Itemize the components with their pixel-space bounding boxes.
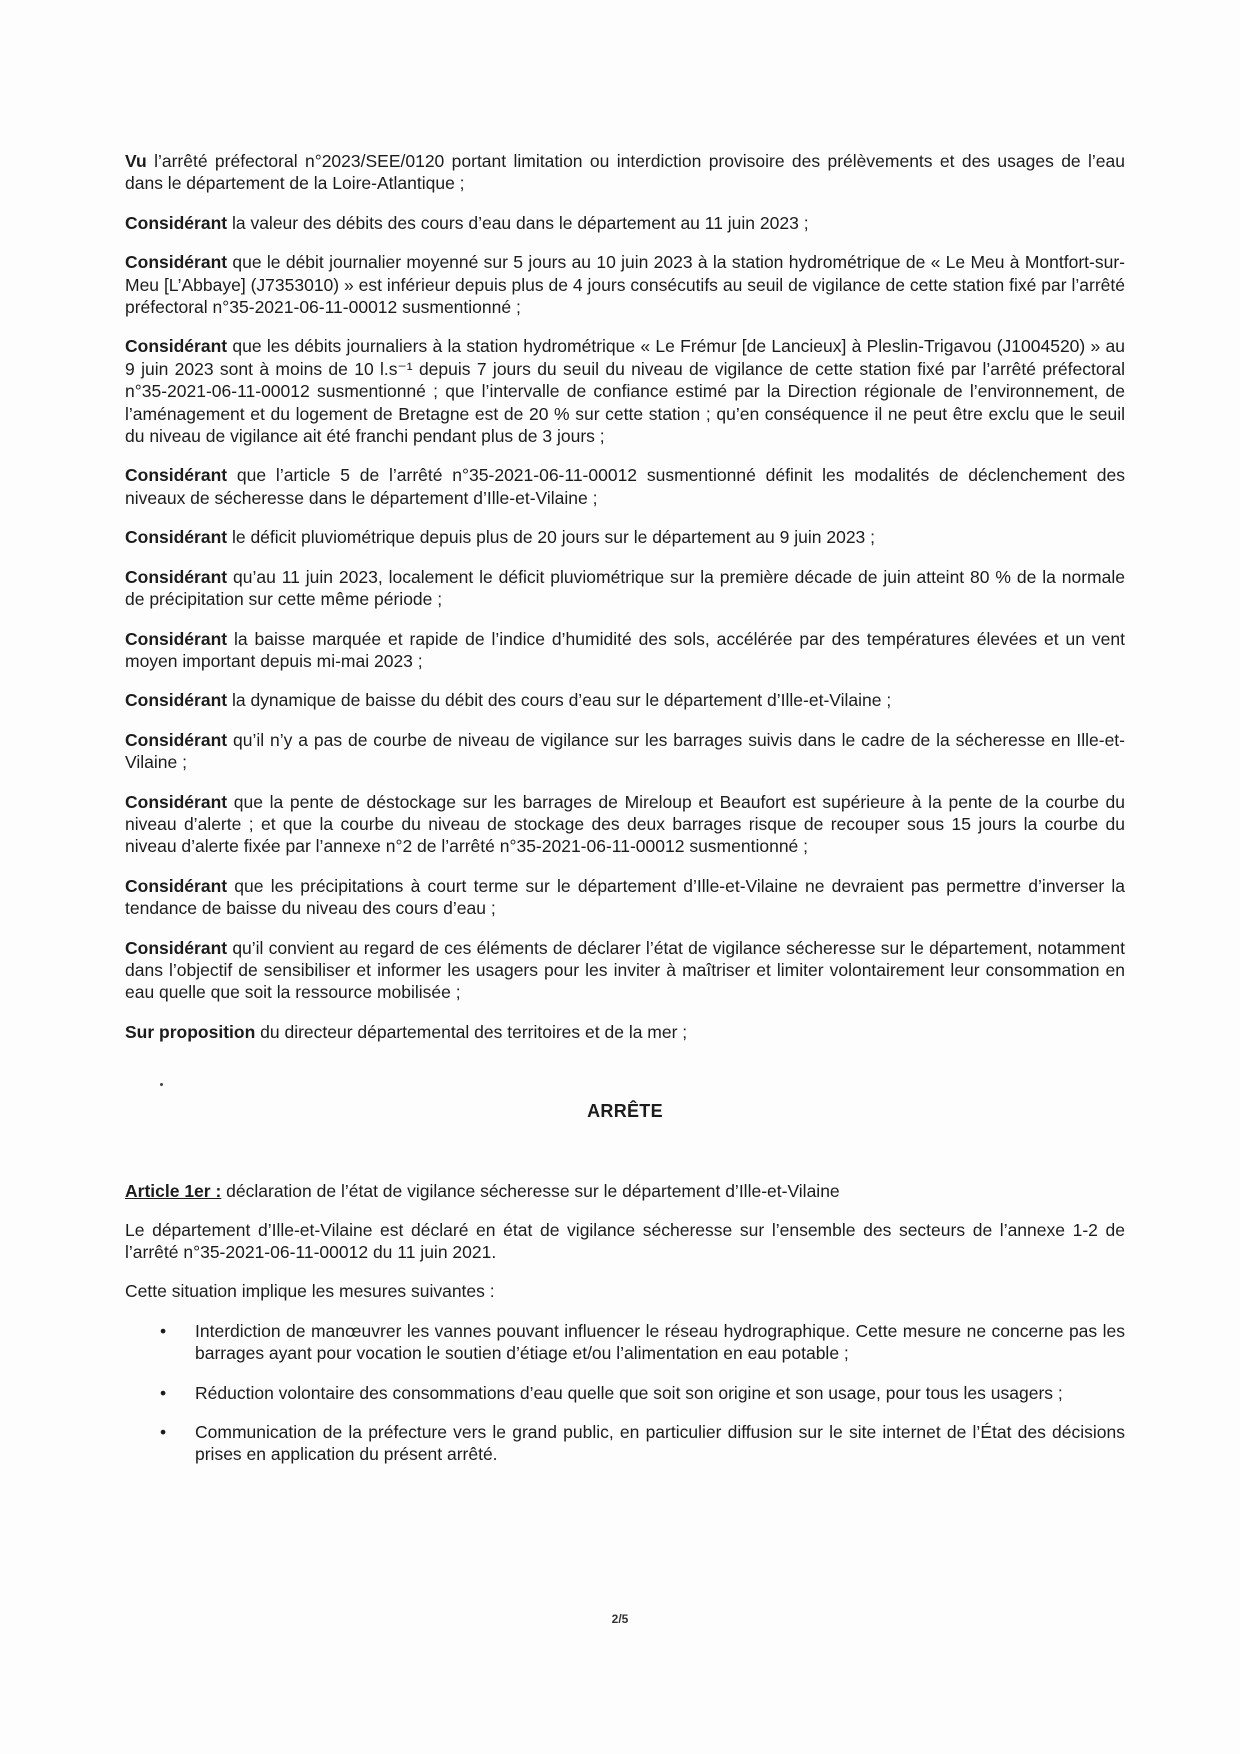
recital-paragraph [125,212,1125,234]
article-title [125,1180,1125,1202]
recital-paragraph [125,335,1125,447]
measures-intro: Cette situation implique les mesures suivantes : [125,1281,495,1302]
recital-lead: Considérant [125,937,228,958]
measure-text: Interdiction de manœuvrer les vannes pouvant influencer le réseau hydrographique. Cette mesure ne concerne pas les barrages ayant pour vocation le soutien d’étiage et/ou l’alimentation en eau potable ; [195,1320,1125,1364]
recital-text: l’arrêté préfectoral n°2023/SEE/0120 portant limitation ou interdiction provisoire des prélèvements et des usages de l’eau dans le département de la Loire-Atlantique ; [125,151,1125,194]
recital-lead: Considérant [125,336,228,357]
recital-paragraph [125,791,1125,858]
list-item [125,1382,1125,1404]
recital-text: que les débits journaliers à la station hydrométrique « Le Frémur [de Lancieux] à Pleslin-Trigavou (J1004520) » au 9 juin 2023 sont à moins de 10 l.s⁻¹ depuis 7 jours du seuil du niveau de vigilance de cette station fixé par l’arrêté préfectoral n°35-2021-06-11-00012 susmentionné ; que l’intervalle de confiance estimé par la Direction régionale de l’environnement, de l’aménagement et du logement de Bretagne est de 20 % sur cette station ; qu’en conséquence il ne peut être exclu que le seuil du niveau de vigilance ait été franchi pendant plus de 3 jours ; [125,336,1125,447]
recital-lead: Considérant [125,729,228,750]
recital-text: le déficit pluviométrique depuis plus de 20 jours sur le département au 9 juin 2023 ; [227,527,876,548]
document-body [125,150,1125,1483]
recital-paragraph [125,729,1125,774]
measure-text: Réduction volontaire des consommations d’eau quelle que soit son origine et son usage, pour tous les usagers ; [195,1382,1063,1403]
recital-text: qu’il n’y a pas de courbe de niveau de vigilance sur les barrages suivis dans le cadre de la sécheresse en Ille-et-Vilaine ; [125,729,1125,773]
bullet-icon: • [160,1320,167,1341]
recital-paragraph [125,1021,1125,1043]
recital-paragraph [125,937,1125,1004]
recital-lead: Considérant [125,791,228,812]
recital-text: la baisse marquée et rapide de l’indice d’humidité des sols, accélérée par des températures élevées et un vent moyen important depuis mi-mai 2023 ; [125,628,1125,671]
recital-paragraph [125,150,1125,195]
recital-lead: Vu [125,151,147,171]
scan-speck [160,1083,163,1086]
article-body: Le département d’Ille-et-Vilaine est déclaré en état de vigilance sécheresse sur l’ensemble des secteurs de l’annexe 1-2 de l’arrêté n°35-2021-06-11-00012 du 11 juin 2021. [125,1219,1125,1262]
measure-text: Communication de la préfecture vers le grand public, en particulier diffusion sur le site internet de l’État des décisions prises en application du présent arrêté. [195,1422,1125,1465]
recital-text: qu’au 11 juin 2023, localement le déficit pluviométrique sur la première décade de juin atteint 80 % de la normale de précipitation sur cette même période ; [125,566,1125,610]
article-title-text: déclaration de l’état de vigilance sécheresse sur le département d’Ille-et-Vilaine [221,1181,840,1202]
recital-lead: Considérant [125,465,228,486]
recital-paragraph [125,628,1125,673]
recital-paragraph [125,566,1125,611]
recital-lead: Considérant [125,875,228,896]
recital-text: qu’il convient au regard de ces éléments de déclarer l’état de vigilance sécheresse sur le département, notamment dans l’objectif de sensibiliser et informer les usagers pour les inviter à maîtriser et limiter volontairement leur consommation en eau quelle que soit la ressource mobilisée ; [125,937,1125,1003]
recital-text: du directeur départemental des territoires et de la mer ; [255,1021,688,1042]
measures-list [125,1320,1125,1466]
recital-text: que l’article 5 de l’arrêté n°35-2021-06-11-00012 susmentionné définit les modalités de déclenchement des niveaux de sécheresse dans le département d’Ille-et-Vilaine ; [125,465,1125,508]
recital-lead: Considérant [125,566,228,587]
recital-lead: Considérant [125,252,228,273]
list-item [125,1320,1125,1365]
recital-paragraph [125,875,1125,920]
list-item [125,1421,1125,1466]
recital-text: que la pente de déstockage sur les barrages de Mireloup et Beaufort est supérieure à la pente de la courbe du niveau d’alerte ; et que la courbe du niveau de stockage des deux barrages risque de recouper sous 15 jours la courbe du niveau d’alerte fixée par l’annexe n°2 de l’arrêté n°35-2021-06-11-00012 susmentionné ; [125,791,1125,857]
recital-lead: Sur proposition [125,1021,256,1042]
recital-paragraph [125,464,1125,509]
recital-paragraph [125,251,1125,318]
recital-text: que le débit journalier moyenné sur 5 jours au 10 juin 2023 à la station hydrométrique de « Le Meu à Montfort-sur-Meu [L’Abbaye] (J7353010) » est inférieur depuis plus de 4 jours consécutifs au seuil de vigilance de cette station fixé par l’arrêté préfectoral n°35-2021-06-11-00012 susmentionné ; [125,252,1125,318]
bullet-icon: • [160,1382,167,1403]
decision-heading: ARRÊTE [587,1101,663,1122]
recital-lead: Considérant [125,212,228,233]
recital-lead: Considérant [125,628,228,649]
recital-text: la valeur des débits des cours d’eau dans le département au 11 juin 2023 ; [227,212,809,233]
bullet-icon: • [160,1422,167,1443]
recital-text: que les précipitations à court terme sur le département d’Ille-et-Vilaine ne devraient pas permettre d’inverser la tendance de baisse du niveau des cours d’eau ; [125,875,1125,919]
recital-lead: Considérant [125,690,228,711]
recital-paragraph [125,526,1125,548]
page-number: 2/5 [611,1612,629,1626]
recital-lead: Considérant [125,527,228,548]
article-label: Article 1er : [125,1181,222,1202]
recital-paragraph [125,689,1125,711]
recital-text: la dynamique de baisse du débit des cours d’eau sur le département d’Ille-et-Vilaine ; [227,690,892,711]
